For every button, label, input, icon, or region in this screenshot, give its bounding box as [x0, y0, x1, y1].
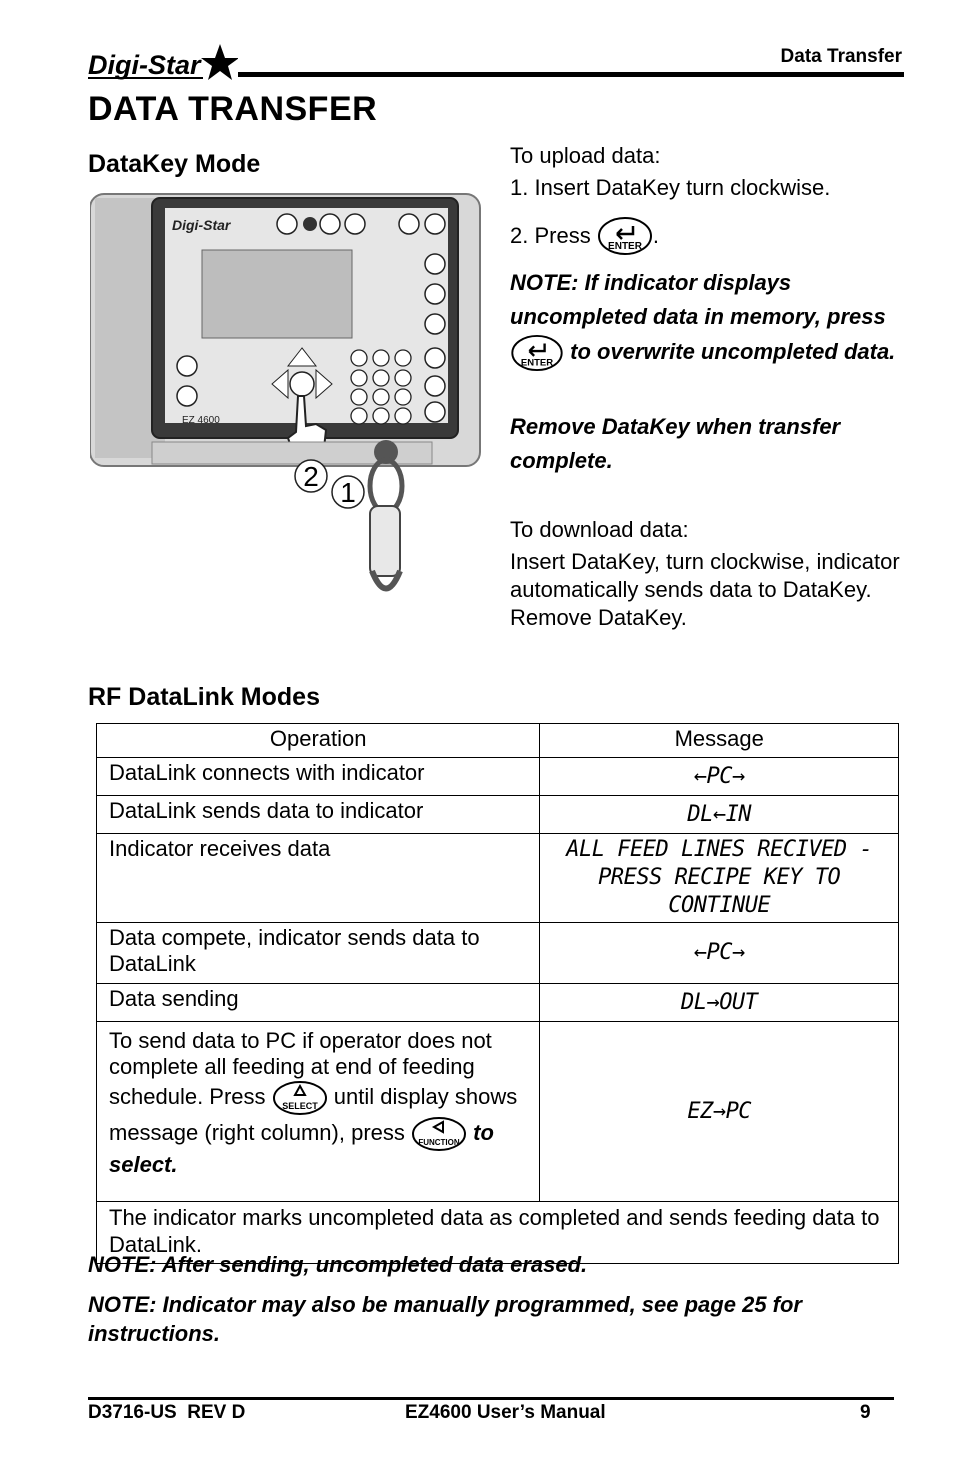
overwrite-note	[510, 266, 910, 372]
note1-part-b: to overwrite uncompleted data.	[570, 338, 896, 364]
rf-datalink-table	[96, 723, 899, 1264]
ez4600-indicator-illustration	[90, 186, 490, 616]
operation-cell: DataLink sends data to indicator	[97, 796, 540, 834]
message-cell: EZ→PC	[540, 1022, 899, 1202]
footer-page-number: 9	[860, 1402, 871, 1423]
download-text: Insert DataKey, turn clockwise, indicator automatically sends data to DataKey. Remove DataKey.	[510, 549, 900, 630]
callout-2: 2	[303, 461, 319, 492]
table-row	[97, 758, 899, 796]
datakey-heading: DataKey Mode	[88, 150, 261, 178]
op-text-a: To send data to PC if operator does not complete all feeding at end of feeding schedule. Press	[109, 1028, 492, 1109]
note1-part-a: NOTE: If indicator displays uncompleted data in memory, press	[510, 270, 886, 329]
select-key-label: SELECT	[281, 1101, 318, 1111]
upload-intro: To upload data:	[510, 143, 661, 168]
select-key-icon	[272, 1080, 328, 1116]
erased-note: NOTE: After sending, uncompleted data erased.	[88, 1252, 588, 1277]
table-header-row	[97, 724, 899, 758]
illustration-brand: Digi-Star	[172, 217, 231, 233]
enter-key-icon	[597, 216, 653, 256]
table-row	[97, 923, 899, 984]
illustration-model: EZ 4600	[182, 415, 220, 426]
step2-prefix: 2. Press	[510, 223, 591, 248]
remove-datakey-note: Remove DataKey when transfer complete.	[510, 414, 841, 473]
message-cell: ←PC→	[540, 923, 899, 984]
star-icon	[201, 44, 238, 80]
col-operation-header: Operation	[97, 724, 540, 758]
rf-heading: RF DataLink Modes	[88, 683, 320, 711]
table-row	[97, 1022, 899, 1202]
operation-cell	[97, 1022, 540, 1202]
col-message-header: Message	[540, 724, 899, 758]
enter-key-label: ENTER	[520, 357, 554, 369]
download-intro: To download data:	[510, 517, 689, 542]
brand-text: Digi-Star	[88, 50, 201, 80]
message-cell: ←PC→	[540, 758, 899, 796]
callout-1: 1	[340, 477, 356, 508]
upload-step-2	[510, 216, 910, 256]
operation-cell: Data compete, indicator sends data to DataLink	[97, 923, 540, 984]
footer-rule	[88, 1397, 894, 1400]
message-cell: DL→OUT	[540, 984, 899, 1022]
footer-doc-id: D3716-US REV D	[88, 1402, 246, 1423]
op-text-b: until display shows message (right column), press	[109, 1083, 518, 1145]
message-cell: ALL FEED LINES RECIVED -PRESS RECIPE KEY TO CONTINUE	[540, 834, 899, 923]
table-row	[97, 834, 899, 923]
manual-program-note: NOTE: Indicator may also be manually programmed, see page 25 for instructions.	[88, 1292, 802, 1346]
footer-manual-title: EZ4600 User’s Manual	[405, 1402, 606, 1423]
function-key-label: FUNCTION	[418, 1138, 460, 1147]
enter-key-label: ENTER	[607, 241, 642, 252]
enter-key-icon	[510, 334, 564, 372]
digi-star-logo	[88, 42, 238, 82]
header-section-label: Data Transfer	[780, 46, 902, 67]
page-title: DATA TRANSFER	[88, 90, 378, 128]
header-rule	[238, 72, 904, 77]
message-cell: DL←IN	[540, 796, 899, 834]
function-key-icon	[411, 1116, 467, 1152]
operation-cell: Indicator receives data	[97, 834, 540, 923]
operation-cell: Data sending	[97, 984, 540, 1022]
operation-cell: DataLink connects with indicator	[97, 758, 540, 796]
step2-suffix: .	[652, 223, 659, 248]
table-row	[97, 796, 899, 834]
final-row-cell: The indicator marks uncompleted data as completed and sends feeding data to DataLink.	[97, 1202, 899, 1264]
op-text-c: to select.	[109, 1119, 494, 1177]
upload-step-1: 1. Insert DataKey turn clockwise.	[510, 175, 831, 200]
table-row	[97, 984, 899, 1022]
